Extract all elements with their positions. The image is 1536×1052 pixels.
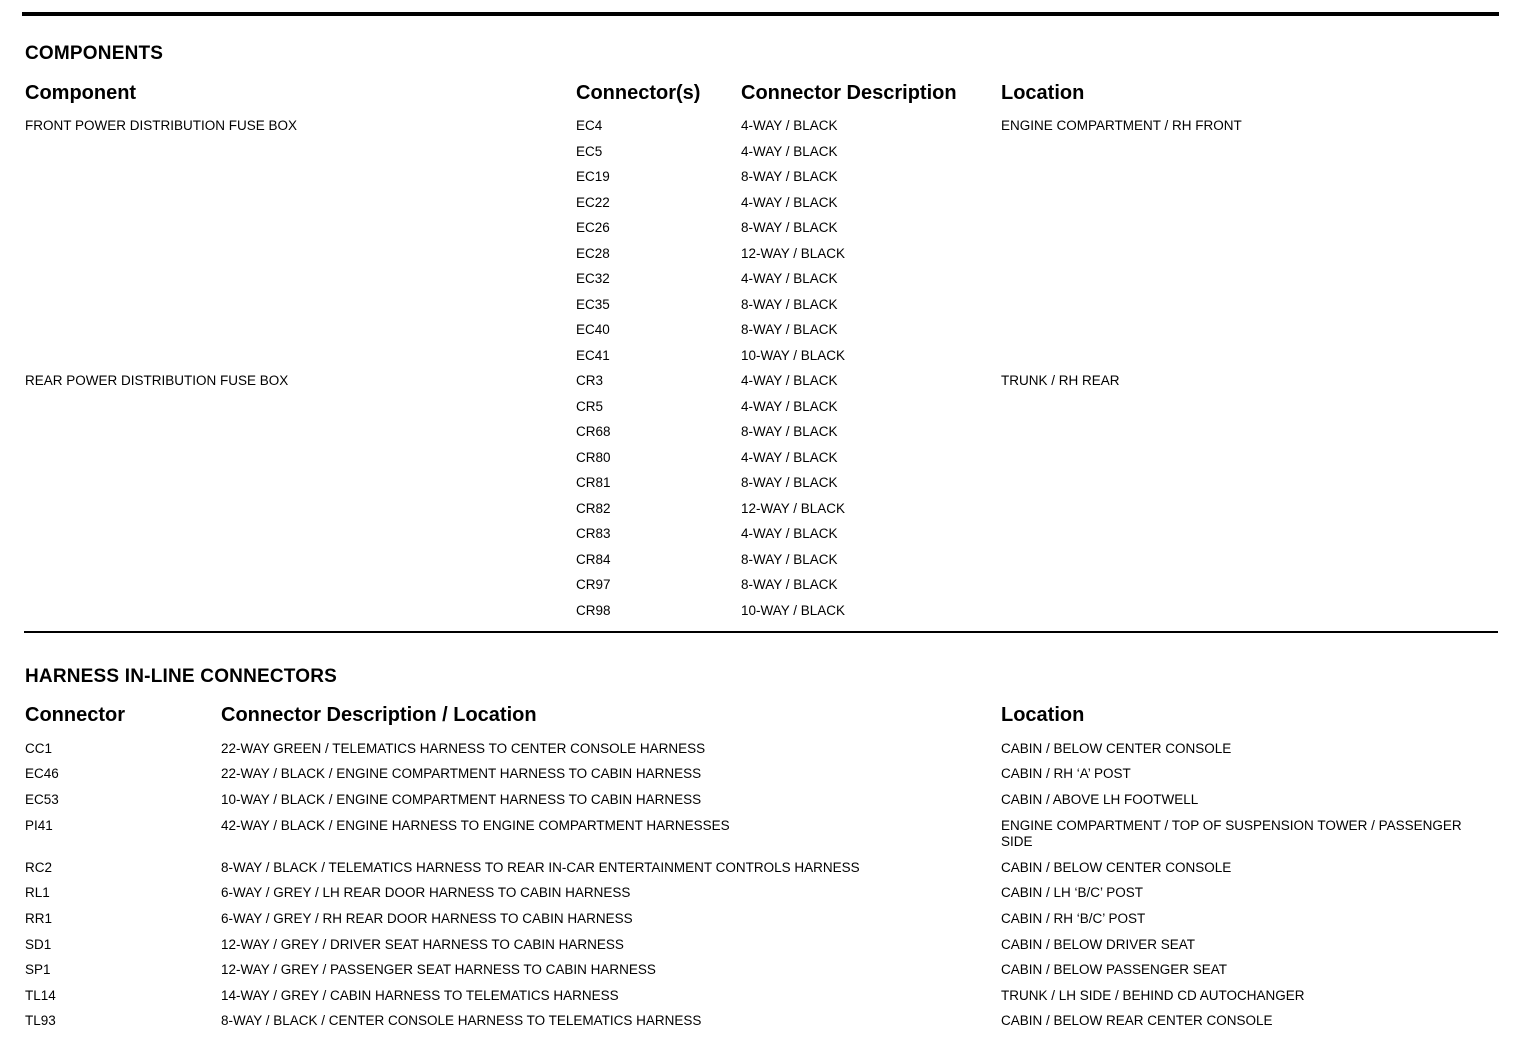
top-rule bbox=[22, 12, 1499, 16]
connector-description-cell: 4-WAY / BLACK bbox=[741, 526, 838, 541]
connector-cell: SP1 bbox=[25, 962, 51, 977]
connector-cell: EC26 bbox=[576, 220, 610, 235]
connector-description-cell: 8-WAY / BLACK bbox=[741, 424, 838, 439]
location-cell: CABIN / ABOVE LH FOOTWELL bbox=[1001, 792, 1199, 807]
connector-cell: CR5 bbox=[576, 398, 604, 414]
section-divider bbox=[24, 631, 1498, 633]
location-cell: CABIN / RH ‘B/C’ POST bbox=[1001, 911, 1146, 926]
header-connector-description: Connector Description bbox=[741, 82, 957, 104]
connector-description-cell: 8-WAY / BLACK bbox=[741, 475, 838, 490]
connector-cell: CR3 bbox=[576, 373, 604, 388]
connector-cell: EC40 bbox=[576, 322, 610, 337]
connector-description-cell: 12-WAY / BLACK bbox=[741, 245, 846, 261]
connector-cell: CR98 bbox=[576, 602, 611, 618]
connector-cell: CC1 bbox=[25, 741, 53, 756]
location-cell: CABIN / BELOW PASSENGER SEAT bbox=[1001, 962, 1228, 977]
connector-cell: EC4 bbox=[576, 118, 603, 133]
connector-description-cell: 8-WAY / BLACK / CENTER CONSOLE HARNESS TO TELEMATICS HARNESS bbox=[221, 1013, 702, 1028]
connector-cell: EC35 bbox=[576, 296, 610, 312]
connector-cell: CR84 bbox=[576, 551, 611, 567]
connector-description-cell: 4-WAY / BLACK bbox=[741, 118, 838, 133]
connector-description-cell: 10-WAY / BLACK / ENGINE COMPARTMENT HARNESS TO CABIN HARNESS bbox=[221, 792, 702, 807]
connector-cell: EC41 bbox=[576, 347, 610, 363]
component-cell: FRONT POWER DISTRIBUTION FUSE BOX bbox=[25, 118, 298, 133]
connector-cell: TL14 bbox=[25, 988, 56, 1003]
location-cell: TRUNK / LH SIDE / BEHIND CD AUTOCHANGER bbox=[1001, 988, 1305, 1003]
connector-cell: PI41 bbox=[25, 818, 53, 833]
connector-cell: CR83 bbox=[576, 526, 611, 541]
connector-description-cell: 42-WAY / BLACK / ENGINE HARNESS TO ENGINE COMPARTMENT HARNESSES bbox=[221, 818, 730, 833]
location-cell: CABIN / BELOW DRIVER SEAT bbox=[1001, 937, 1196, 952]
connector-description-cell: 8-WAY / BLACK bbox=[741, 577, 838, 592]
connector-cell: CR80 bbox=[576, 449, 611, 465]
connector-cell: RL1 bbox=[25, 885, 50, 900]
connector-description-cell: 4-WAY / BLACK bbox=[741, 373, 838, 388]
connector-description-cell: 8-WAY / BLACK bbox=[741, 169, 838, 184]
connector-cell: CR82 bbox=[576, 500, 611, 516]
connector-description-cell: 6-WAY / GREY / LH REAR DOOR HARNESS TO CABIN HARNESS bbox=[221, 885, 631, 900]
connector-cell: CR97 bbox=[576, 577, 611, 592]
connector-cell: CR81 bbox=[576, 475, 611, 490]
connector-cell: EC32 bbox=[576, 271, 610, 286]
connector-description-cell: 4-WAY / BLACK bbox=[741, 449, 838, 465]
components-title: COMPONENTS bbox=[25, 43, 164, 64]
connector-cell: EC22 bbox=[576, 194, 610, 210]
connector-description-cell: 4-WAY / BLACK bbox=[741, 143, 838, 159]
connector-description-cell: 8-WAY / BLACK bbox=[741, 322, 838, 337]
connector-description-cell: 12-WAY / GREY / DRIVER SEAT HARNESS TO CABIN HARNESS bbox=[221, 937, 624, 952]
location-cell: TRUNK / RH REAR bbox=[1001, 373, 1120, 388]
connector-description-cell: 6-WAY / GREY / RH REAR DOOR HARNESS TO CABIN HARNESS bbox=[221, 911, 633, 926]
connector-description-cell: 10-WAY / BLACK bbox=[741, 602, 846, 618]
connector-description-cell: 12-WAY / BLACK bbox=[741, 500, 846, 516]
location-cell: CABIN / LH ‘B/C’ POST bbox=[1001, 885, 1144, 900]
location-cell: ENGINE COMPARTMENT / RH FRONT bbox=[1001, 118, 1242, 133]
location-cell: CABIN / RH ‘A’ POST bbox=[1001, 766, 1131, 781]
connector-cell: TL93 bbox=[25, 1013, 56, 1028]
header-connectors: Connector(s) bbox=[576, 82, 701, 104]
connector-description-cell: 22-WAY / BLACK / ENGINE COMPARTMENT HARNESS TO CABIN HARNESS bbox=[221, 766, 702, 781]
connector-cell: EC5 bbox=[576, 143, 603, 159]
connector-cell: SD1 bbox=[25, 937, 52, 952]
location-cell: CABIN / BELOW REAR CENTER CONSOLE bbox=[1001, 1013, 1273, 1028]
location-cell: CABIN / BELOW CENTER CONSOLE bbox=[1001, 860, 1232, 875]
connector-description-cell: 4-WAY / BLACK bbox=[741, 398, 838, 414]
header-location: Location bbox=[1001, 82, 1085, 104]
connector-cell: CR68 bbox=[576, 424, 611, 439]
connector-cell: EC53 bbox=[25, 792, 59, 807]
location-cell: CABIN / BELOW CENTER CONSOLE bbox=[1001, 741, 1232, 756]
connector-cell: RR1 bbox=[25, 911, 53, 926]
harness-title: HARNESS IN-LINE CONNECTORS bbox=[25, 666, 338, 687]
connector-cell: EC46 bbox=[25, 766, 59, 781]
connector-description-cell: 4-WAY / BLACK bbox=[741, 271, 838, 286]
location-cell: ENGINE COMPARTMENT / TOP OF SUSPENSION TOWER / PASSENGER SIDE bbox=[1001, 818, 1462, 849]
component-cell: REAR POWER DISTRIBUTION FUSE BOX bbox=[25, 373, 289, 388]
header-location: Location bbox=[1001, 704, 1085, 726]
header-connector-description-location: Connector Description / Location bbox=[221, 704, 537, 726]
connector-cell: RC2 bbox=[25, 860, 53, 875]
connector-description-cell: 4-WAY / BLACK bbox=[741, 194, 838, 210]
header-connector: Connector bbox=[25, 704, 125, 726]
connector-description-cell: 14-WAY / GREY / CABIN HARNESS TO TELEMATICS HARNESS bbox=[221, 988, 619, 1003]
connector-description-cell: 8-WAY / BLACK bbox=[741, 296, 838, 312]
connector-description-cell: 8-WAY / BLACK bbox=[741, 220, 838, 235]
connector-cell: EC28 bbox=[576, 245, 610, 261]
connector-description-cell: 8-WAY / BLACK bbox=[741, 551, 838, 567]
connector-description-cell: 22-WAY GREEN / TELEMATICS HARNESS TO CENTER CONSOLE HARNESS bbox=[221, 741, 706, 756]
connector-description-cell: 10-WAY / BLACK bbox=[741, 347, 846, 363]
header-component: Component bbox=[25, 82, 137, 104]
connector-cell: EC19 bbox=[576, 169, 610, 184]
connector-description-cell: 12-WAY / GREY / PASSENGER SEAT HARNESS TO CABIN HARNESS bbox=[221, 962, 656, 977]
connector-description-cell: 8-WAY / BLACK / TELEMATICS HARNESS TO REAR IN-CAR ENTERTAINMENT CONTROLS HARNESS bbox=[221, 860, 860, 875]
